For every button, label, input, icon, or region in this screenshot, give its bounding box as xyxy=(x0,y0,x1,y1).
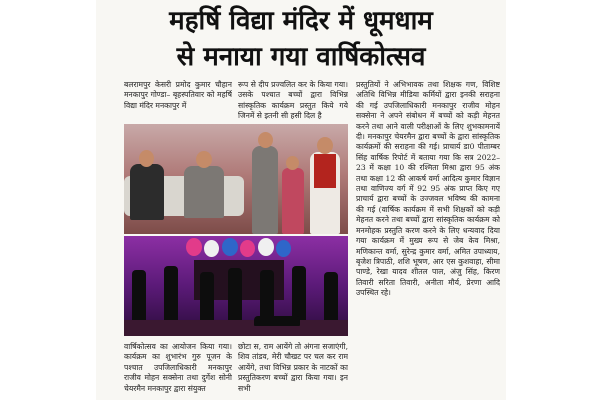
headline-line-2: से मनाया गया वार्षिकोत्सव xyxy=(176,42,426,72)
article-text: छोटा स, राम आयेंगे तो अंगना सजाएंगी, शिव तांडव, मेरी चौखट पर चल कर राम आयेंगे, तथा विभिन्न प्रकार के नाटकों का प्रस्तुतिकरण बच्चों द्वारा किया गया। इन सभी xyxy=(238,342,348,393)
guest-head xyxy=(139,150,154,167)
balloon-decoration xyxy=(204,240,219,257)
article-column-right xyxy=(356,80,500,398)
article-column-top-middle xyxy=(238,80,348,122)
dancer-on-floor xyxy=(254,316,300,326)
dancer xyxy=(200,272,214,326)
stage-floor xyxy=(124,320,348,336)
student-head xyxy=(286,156,299,170)
presenter-head xyxy=(258,132,273,148)
balloon-decoration xyxy=(276,240,291,257)
dancer xyxy=(228,268,242,326)
seated-guest xyxy=(130,164,164,220)
article-column-top-left xyxy=(124,80,232,122)
standing-presenter xyxy=(252,146,278,234)
event-photo-guests xyxy=(124,124,348,234)
red-vest xyxy=(314,154,336,188)
article-text: वार्षिकोत्सव का आयोजन किया गया। कार्यक्रम का शुभारंभ गुरु पूजन के पश्चात उपजिलाधिकारी मनकापुर राजीव मोहन सक्सेना तथा दुर्गेश सोनी चेयरमैन मनकापुर द्वारा संयुक्त xyxy=(124,342,232,393)
balloon-decoration xyxy=(258,238,274,256)
balloon-decoration xyxy=(222,238,238,256)
dancer xyxy=(164,266,178,326)
dancer xyxy=(324,272,338,326)
guest-head xyxy=(317,137,333,154)
dancer xyxy=(132,270,146,326)
event-photo-dance-performance xyxy=(124,236,348,336)
article-text: प्रस्तुतियों ने अभिभावक तथा शिक्षक गण, विशिष्ट अतिथि विभिन्न मीडिया कर्मियों द्वारा इनकी सराहना की गई उपजिलाधिकारी मनकापुर राजीव मोहन सक्सेना ने अपने संबोधन में बच्चों को कड़ी मेहनत करने तथा आने वाली परीक्षाओं के लिए शुभकामनायें दी। मनकापुर चेयरमैन द्वारा बच्चों के द्वारा सांस्कृतिक कार्यक्रमों की सराहना की गई। प्राचार्य डा0 पीताम्बर सिंह वार्षिक रिपोर्ट में बताया गया कि सत्र 2022–23 में कक्षा 10 की रश्मिता मिश्रा द्वारा 95 अंक तथा कक्षा 12 की आकर्ष वर्मा आदित्य कुमार विज्ञान तथा वाणिज्य वर्ग में 92 95 अंक प्राप्त किए गए प्राचार्य द्वारा बच्चों के उज्जवल भविष्य की कामना की गई (वार्षिक कार्यक्रम में सभी शिक्षकों को कड़ी मेहनत करने तथा बच्चों द्वारा सांस्कृतिक कार्यक्रम को मनमोहक प्रस्तुति करण करने के लिए धन्यवाद दिया गया कार्यक्रम में मुख्य रूप से जेब केव मिश्रा, मणिकान्त वर्मा, सुरेन्द्र कुमार वर्मा, अमित उपाध्याय, बृजेश त्रिपाठी, शशि भूषण, आर एस कुशवाहा, सीमा पाण्डे, रेखा यादव शीतल पाल, अंजु सिंह, किरण तिवारी सरिता तिवारी, अनीता मौर्य, प्रेरणा आदि उपस्थित रहे। xyxy=(356,80,500,298)
seated-guest xyxy=(184,166,224,218)
guest-head xyxy=(196,151,212,168)
article-column-bottom-left xyxy=(124,342,232,400)
article-text: रूप से दीप प्रज्वलित कर के किया गया। उसके पश्चात बच्चों द्वारा विभिन्न सांस्कृतिक कार्यक्रम प्रस्तुत किये गये जिनमें से इतनी सी हसी दिल है xyxy=(238,80,348,121)
balloon-decoration xyxy=(186,238,202,256)
newspaper-clipping xyxy=(96,0,506,400)
article-column-bottom-middle xyxy=(238,342,348,400)
article-text: बलरामपुर केसरी प्रमोद कुमार चौहान मनकापुर गोण्डा– बृहस्पतिवार को महर्षि विद्या मंदिर मनकापुर में xyxy=(124,80,232,110)
headline-line-1: महर्षि विद्या मंदिर में धूमधाम xyxy=(169,6,433,36)
balloon-decoration xyxy=(240,240,255,257)
student-receiving-award xyxy=(282,168,304,234)
